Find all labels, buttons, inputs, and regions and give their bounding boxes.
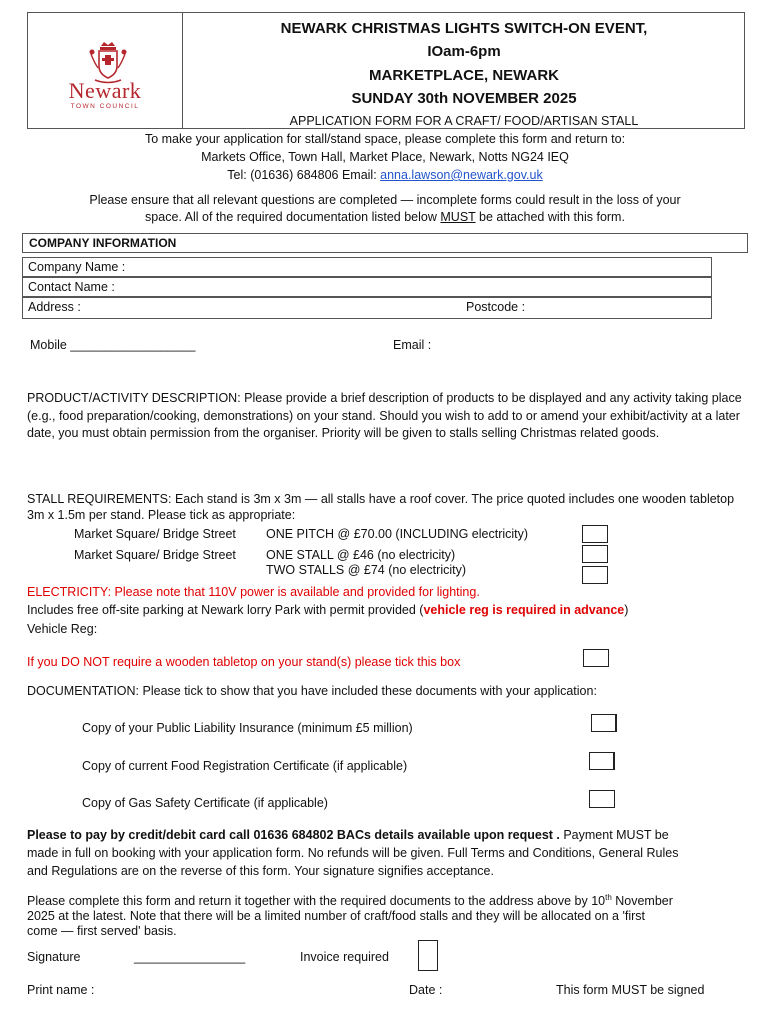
doc-gas-label: Copy of Gas Safety Certificate (if applicable) [82, 796, 328, 810]
one-stall-checkbox[interactable] [582, 545, 608, 563]
signature-line[interactable]: ________________ [134, 950, 246, 964]
vehicle-reg-field[interactable]: Vehicle Reg: [27, 622, 98, 636]
event-venue: MARKETPLACE, NEWARK [369, 67, 559, 84]
ensure-line-1: Please ensure that all relevant questions are completed — incomplete forms could result in the loss of your [89, 193, 681, 207]
email-field-label[interactable]: Email : [393, 338, 432, 352]
stall-option-two-stalls: TWO STALLS @ £74 (no electricity) [266, 563, 467, 577]
company-info-heading: COMPANY INFORMATION [22, 233, 748, 253]
no-tabletop-checkbox[interactable] [583, 649, 609, 667]
logo-wordmark: Newark [68, 78, 142, 103]
must-sign-note: This form MUST be signed [556, 983, 705, 997]
payment-line-2: made in full on booking with your application form. No refunds will be given. Full Terms and Conditions, General Rules [27, 846, 679, 860]
doc-gas-checkbox[interactable] [589, 790, 615, 808]
contact-name-field[interactable]: Contact Name : [22, 277, 712, 297]
two-stalls-checkbox[interactable] [582, 566, 608, 584]
postcode-label: Postcode : [466, 300, 526, 314]
doc-food-checkbox[interactable] [589, 752, 615, 770]
mobile-field[interactable]: Mobile __________________ [30, 338, 196, 352]
intro-address: Markets Office, Town Hall, Market Place, Newark, Notts NG24 IEQ [201, 150, 569, 164]
payment-card-info: Please to pay by credit/debit card call 01636 684802 BACs details available upon request . [27, 828, 560, 842]
logo-cell [27, 12, 183, 129]
closing-line-2: 2025 at the latest. Note that there will be a limited number of craft/food stalls and they will be allocated on a 'first [27, 909, 645, 923]
logo-subtitle: TOWN COUNCIL [70, 103, 140, 110]
parking-note: Includes free off-site parking at Newark lorry Park with permit provided (vehicle reg is required in advance) [27, 603, 629, 617]
print-name-field[interactable]: Print name : [27, 983, 95, 997]
intro-instructions: To make your application for stall/stand space, please complete this form and return to: [144, 132, 626, 146]
event-time: IOam-6pm [427, 43, 501, 60]
product-description: PRODUCT/ACTIVITY DESCRIPTION: Please provide a brief description of products to be displayed and any activity taking place (e.g., food preparation/cooking, demonstrations) on your stand. Should you wish to add to or amend your exhibit/activity at a later date, you must obtain permission from the organiser. Priority will be given to stalls selling Christmas related goods. [27, 391, 742, 440]
doc-food-label: Copy of current Food Registration Certificate (if applicable) [82, 759, 408, 773]
invoice-checkbox[interactable] [418, 940, 438, 971]
stall-requirements: STALL REQUIREMENTS: Each stand is 3m x 3m — all stalls have a roof cover. The price quoted includes one wooden tabletop 3m x 1.5m per stand. Please tick as appropriate: [27, 492, 735, 522]
intro-contact [0, 168, 770, 182]
no-tabletop-label: If you DO NOT require a wooden tabletop on your stand(s) please tick this box [27, 655, 461, 669]
payment-line-1: Please to pay by credit/debit card call 01636 684802 BACs details available upon request . Payment MUST be [27, 828, 669, 842]
must-emphasis: MUST [440, 210, 476, 224]
stall-location-2: Market Square/ Bridge Street [74, 548, 236, 562]
stall-option-one-pitch: ONE PITCH @ £70.00 (INCLUDING electricity) [266, 527, 529, 541]
intro-tel: Tel: (01636) 684806 Email: [227, 168, 381, 182]
stall-location-1: Market Square/ Bridge Street [74, 527, 236, 541]
ensure-line-2: space. All of the required documentation listed below MUST be attached with this form. [145, 210, 625, 224]
vehicle-reg-warning: vehicle reg is required in advance [423, 603, 625, 617]
payment-line-3: and Regulations are on the reverse of this form. Your signature signifies acceptance. [27, 864, 494, 878]
closing-line-3: come — first served' basis. [27, 924, 177, 938]
electricity-note: ELECTRICITY: Please note that 110V power is available and provided for lighting. [27, 585, 480, 599]
email-link[interactable]: anna.lawson@newark.gov.uk [380, 168, 543, 182]
event-date: SUNDAY 30th NOVEMBER 2025 [351, 90, 577, 107]
documentation-heading: DOCUMENTATION: Please tick to show that you have included these documents with your application: [27, 684, 597, 698]
form-title: APPLICATION FORM FOR A CRAFT/ FOOD/ARTISAN STALL [289, 114, 639, 128]
closing-line-1: Please complete this form and return it together with the required documents to the address above by 10th November [27, 893, 673, 909]
signature-label: Signature [27, 950, 81, 964]
date-field[interactable]: Date : [409, 983, 443, 997]
doc-liability-checkbox[interactable] [591, 714, 617, 732]
company-name-field[interactable]: Company Name : [22, 257, 712, 277]
event-title: NEWARK CHRISTMAS LIGHTS SWITCH-ON EVENT, [280, 20, 648, 37]
address-field[interactable]: Address : [22, 297, 712, 319]
doc-liability-label: Copy of your Public Liability Insurance (minimum £5 million) [82, 721, 413, 735]
invoice-label: Invoice required [300, 950, 389, 964]
stall-option-one-stall: ONE STALL @ £46 (no electricity) [266, 548, 456, 562]
one-pitch-checkbox[interactable] [582, 525, 608, 543]
